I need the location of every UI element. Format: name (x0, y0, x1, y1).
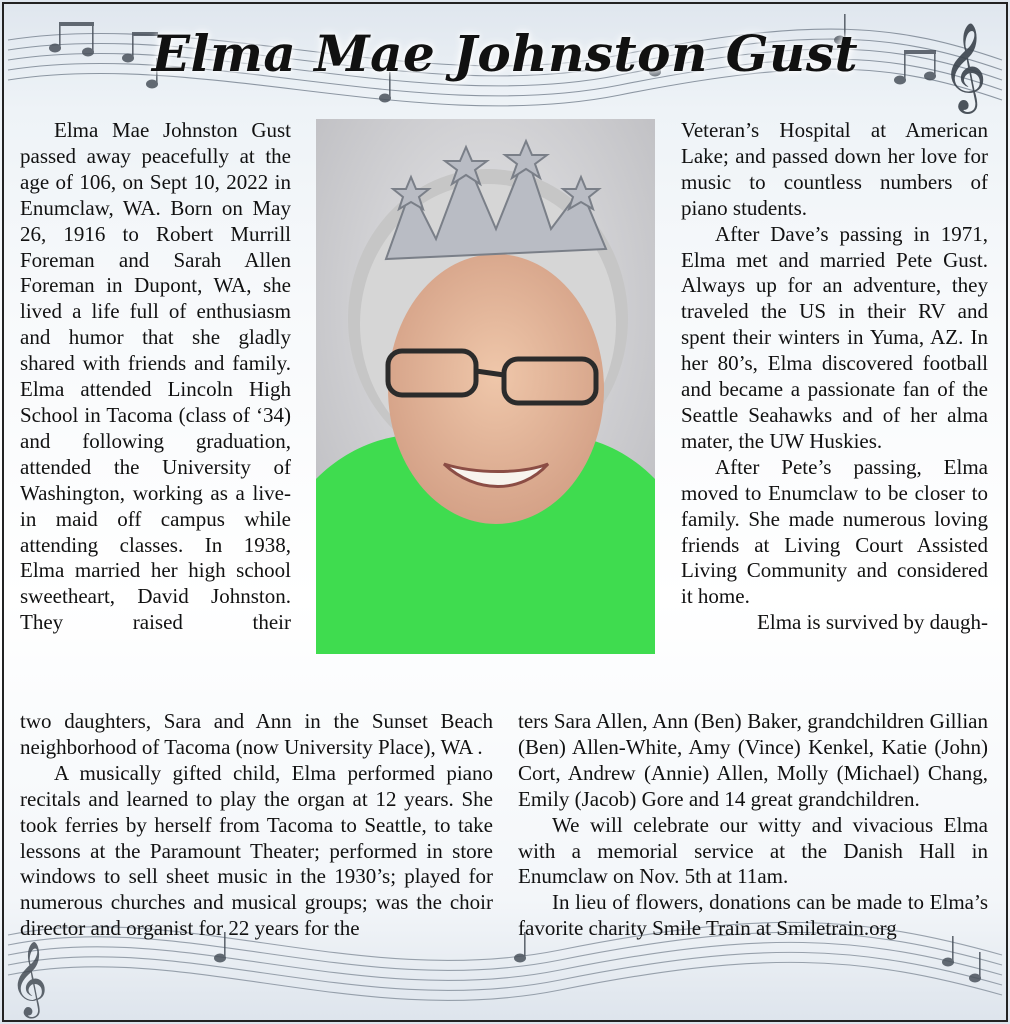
column-left-bottom (20, 709, 493, 942)
obituary-paragraph: After Pete’s passing, Elma moved to Enumclaw to be closer to family. She made numerous loving friends at Living Court Assisted Living Community and considered it home. (681, 454, 988, 609)
portrait-photo (316, 119, 655, 654)
column-right-top (681, 118, 988, 636)
treble-clef-icon: 𝄞 (942, 21, 987, 110)
column-left-top (20, 118, 291, 636)
obituary-paragraph: Veteran’s Hospital at American Lake; and passed down her love for music to countless numbers of piano students. (681, 118, 988, 220)
treble-clef-icon: 𝄞 (10, 942, 48, 1016)
obituary-paragraph: Elma is survived by daugh- (757, 610, 988, 635)
obituary-paragraph: ters Sara Allen, Ann (Ben) Baker, grandchildren Gillian (Ben) Allen-White, Amy (Vince) Kenkel, Katie (John) Cort, Andrew (Annie) Allen, Molly (Michael) Chang, Emily (Jacob) Gore and 14 great grandchildren. (518, 709, 988, 811)
portrait-photo-icon (316, 119, 655, 654)
obituary-paragraph: We will celebrate our witty and vivacious Elma with a memorial service at the Danish Hall in Enumclaw on Nov. 5th at 11am. (518, 812, 988, 889)
obituary-paragraph: A musically gifted child, Elma performed piano recitals and learned to play the organ at 12 years. She took ferries by herself from Tacoma to Seattle, to take lessons at the Paramount Theater; performed in store windows to sell sheet music in the 1930’s; played for numerous churches and musical groups; was the choir director and organist for 22 years for the (20, 760, 493, 941)
obituary-title: Elma Mae Johnston Gust (151, 24, 859, 83)
obituary-paragraph: two daughters, Sara and Ann in the Sunset Beach neighborhood of Tacoma (now University Place), WA . (20, 709, 493, 759)
column-right-bottom (518, 709, 988, 942)
obituary-paragraph: After Dave’s passing in 1971, Elma met and married Pete Gust. Always up for an adventure, they traveled the US in their RV and spent their winters in Yuma, AZ. In her 80’s, Elma discovered football and became a passionate fan of the Seattle Seahawks and of her alma mater, the UW Huskies. (681, 221, 988, 453)
obituary-paragraph: Elma Mae Johnston Gust passed away peacefully at the age of 106, on Sept 10, 2022 in Enumclaw, WA. Born on May 26, 1916 to Robert Murrill Foreman and Sarah Allen Foreman in Dupont, WA, she lived a life full of enthusiasm and humor that she gladly shared with friends and family. Elma attended Lincoln High School in Tacoma (class of ‘34) and following graduation, attended the University of Washington, working as a live-in maid off campus while attending classes. In 1938, Elma married her high school sweetheart, David Johnston. They raised their (20, 118, 291, 635)
obituary-paragraph: In lieu of flowers, donations can be made to Elma’s favorite charity Smile Train at Smiletrain.org (518, 890, 988, 941)
